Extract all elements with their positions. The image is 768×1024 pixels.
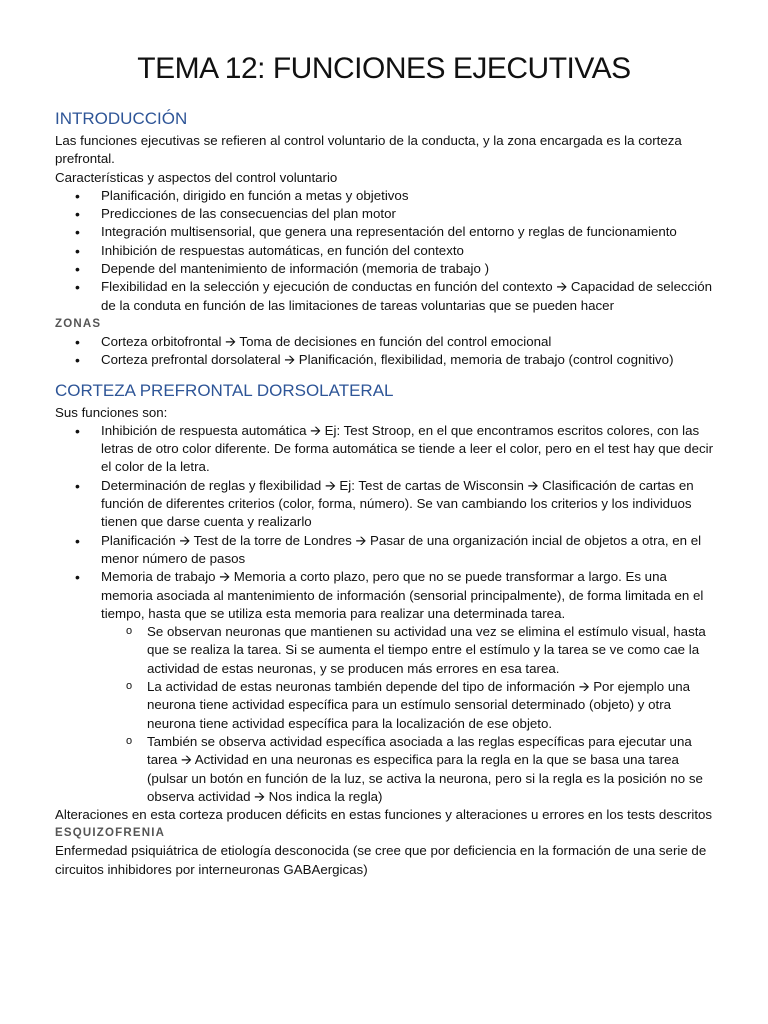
page-title: TEMA 12: FUNCIONES EJECUTIVAS [137, 52, 631, 85]
list-item: • Integración multisensorial, que genera una representación del entorno y reglas de funcionamiento [55, 223, 715, 241]
sub-list-item: o También se observa actividad específica asociada a las reglas específicas para ejecutar una tarea 🡪 Actividad en una neuronas es especifica para la regla en la que se basa una tarea (pulsar un botón en función de la luz, se activa la neurona, pero si la regla es la posición no se observa actividad 🡪 Nos indica la regla) [55, 733, 715, 806]
paragraph: Enfermedad psiquiátrica de etiología desconocida (se cree que por deficiencia en la formación de una serie de circuitos inhibidores por interneuronas GABAergicas) [55, 843, 707, 877]
list-item: • Inhibición de respuestas automáticas, en función del contexto [55, 242, 715, 260]
section-heading-introduccion: INTRODUCCIÓN [55, 109, 188, 128]
list-item: • Inhibición de respuesta automática 🡪 Ej: Test Stroop, en el que encontramos escritos colores, con las letras de otro color diferente. De forma automática se tiende a leer el color, pero en el test hay que decir el color de la letra. [55, 422, 715, 477]
paragraph: Características y aspectos del control voluntario [55, 169, 338, 185]
bullet-list [55, 333, 715, 370]
bullet-list [55, 422, 715, 623]
paragraph: Alteraciones en esta corteza producen déficits en estas funciones y alteraciones u errores en los tests descritos [55, 807, 713, 823]
list-item: • Determinación de reglas y flexibilidad 🡪 Ej: Test de cartas de Wisconsin 🡪 Clasificación de cartas en función de diferentes criterios (color, forma, número). Se van cambiando los criterios y los individuos tienen que darse cuenta y realizarlo [55, 477, 715, 532]
list-item: • Planificación, dirigido en función a metas y objetivos [55, 187, 715, 205]
list-item: • Memoria de trabajo 🡪 Memoria a corto plazo, pero que no se puede transformar a largo. Es una memoria asociada al mantenimiento de información (sensorial principalmente), de forma limitada en el tiempo, hasta que se utiliza esta memoria para realizar una determinada tarea. [55, 568, 715, 623]
list-item: • Corteza prefrontal dorsolateral 🡪 Planificación, flexibilidad, memoria de trabajo (control cognitivo) [55, 351, 715, 369]
list-item: • Flexibilidad en la selección y ejecución de conductas en función del contexto 🡪 Capacidad de selección de la conduta en función de las limitaciones de tareas voluntarias que se pueden hacer [55, 278, 715, 315]
list-item: • Corteza orbitofrontal 🡪 Toma de decisiones en función del control emocional [55, 333, 715, 351]
list-item: • Planificación 🡪 Test de la torre de Londres 🡪 Pasar de una organización incial de objetos a otra, en el menor número de pasos [55, 532, 715, 569]
bullet-list [55, 187, 715, 315]
subheading-zonas: ZONAS [55, 317, 102, 330]
list-item: • Depende del mantenimiento de información (memoria de trabajo ) [55, 260, 715, 278]
section-heading-dorsolateral: CORTEZA PREFRONTAL DORSOLATERAL [55, 380, 394, 400]
list-item: • Predicciones de las consecuencias del plan motor [55, 205, 715, 223]
subheading-esquizofrenia: ESQUIZOFRENIA [55, 827, 166, 840]
sub-list-item: o La actividad de estas neuronas también depende del tipo de información 🡪 Por ejemplo una neurona tiene actividad específica para un estímulo sensorial determinado (objeto) y otra neurona tiene actividad específica para la localización de ese objeto. [55, 678, 715, 733]
document-body [55, 108, 715, 879]
sub-list-item: o Se observan neuronas que mantienen su actividad una vez se elimina el estímulo visual, hasta que se realiza la tarea. Si se aumenta el tiempo entre el estímulo y la tarea se ve como cae la actividad de estas neuronas, y se producen más errores en esa tarea. [55, 623, 715, 678]
paragraph: Sus funciones son: [55, 404, 168, 420]
sub-bullet-list [55, 623, 715, 806]
paragraph: Las funciones ejecutivas se refieren al control voluntario de la conducta, y la zona encargada es la corteza prefrontal. [55, 133, 682, 167]
